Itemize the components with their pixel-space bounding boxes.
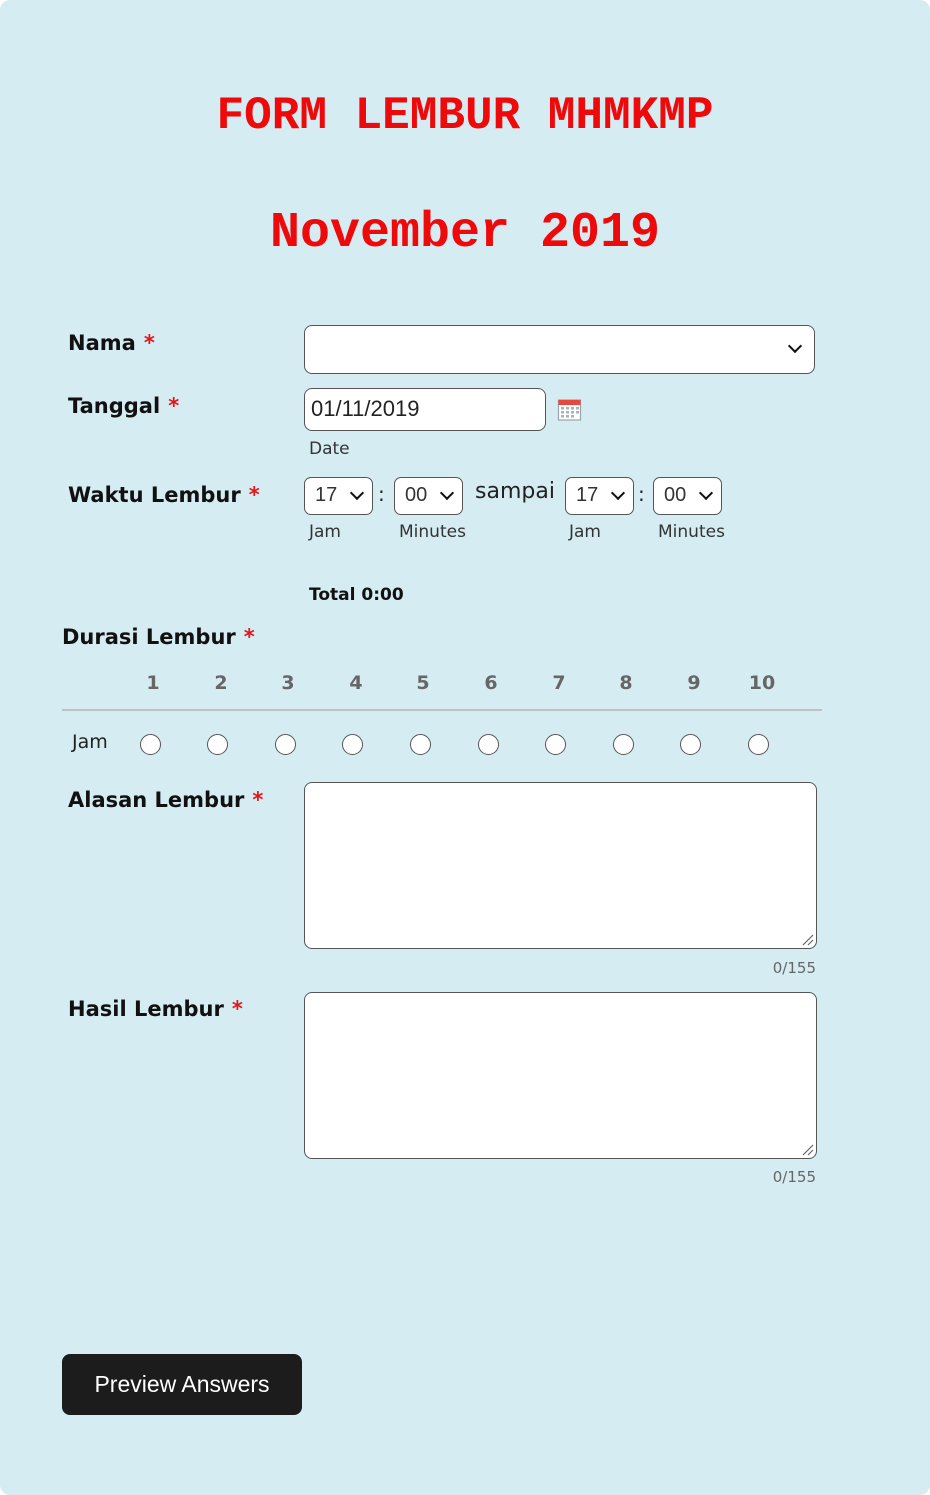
chevron-down-icon [611, 486, 625, 500]
durasi-radio-8[interactable] [613, 734, 634, 755]
durasi-radio-3[interactable] [275, 734, 296, 755]
calendar-icon[interactable] [557, 398, 582, 422]
start-minute-value: 00 [405, 484, 428, 506]
matrix-column-header: 5 [416, 672, 430, 694]
matrix-divider [62, 709, 822, 711]
durasi-radio-9[interactable] [680, 734, 701, 755]
resize-handle-icon[interactable] [800, 1142, 814, 1156]
nama-label-text: Nama [68, 331, 136, 355]
durasi-label-text: Durasi Lembur [62, 625, 236, 649]
durasi-radio-6[interactable] [478, 734, 499, 755]
durasi-radio-5[interactable] [410, 734, 431, 755]
sampai-text: sampai [475, 479, 555, 504]
end-minute-value: 00 [664, 484, 687, 506]
tanggal-label-text: Tanggal [68, 394, 161, 418]
start-hour-select[interactable] [304, 477, 373, 515]
matrix-column-header: 1 [146, 672, 160, 694]
matrix-column-header: 6 [484, 672, 498, 694]
durasi-radio-4[interactable] [342, 734, 363, 755]
tanggal-label [68, 394, 179, 418]
start-minute-sublabel: Minutes [399, 522, 466, 542]
end-minute-select[interactable] [653, 477, 722, 515]
start-minute-select[interactable] [394, 477, 463, 515]
required-mark: * [248, 483, 260, 507]
total-duration: Total 0:00 [309, 585, 404, 605]
durasi-radio-2[interactable] [207, 734, 228, 755]
date-sublabel: Date [309, 439, 350, 459]
preview-answers-button[interactable]: Preview Answers [62, 1354, 302, 1415]
required-mark: * [252, 788, 264, 812]
time-separator: : [378, 482, 385, 506]
alasan-textarea[interactable] [304, 782, 817, 949]
matrix-column-header: 9 [687, 672, 701, 694]
alasan-char-counter: 0/155 [772, 959, 816, 977]
chevron-down-icon [440, 486, 454, 500]
end-hour-select[interactable] [565, 477, 634, 515]
end-hour-sublabel: Jam [569, 522, 601, 542]
end-hour-value: 17 [576, 484, 599, 506]
matrix-column-header: 3 [281, 672, 295, 694]
durasi-radio-10[interactable] [748, 734, 769, 755]
required-mark: * [231, 997, 243, 1021]
hasil-lembur-label [68, 997, 243, 1021]
nama-label [68, 331, 155, 355]
required-mark: * [168, 394, 180, 418]
date-input[interactable]: 01/11/2019 [304, 388, 546, 431]
hasil-char-counter: 0/155 [772, 1168, 816, 1186]
nama-select[interactable] [304, 325, 815, 374]
durasi-radio-1[interactable] [140, 734, 161, 755]
required-mark: * [243, 625, 255, 649]
matrix-column-header: 2 [214, 672, 228, 694]
alasan-lembur-label [68, 788, 263, 812]
form-title: FORM LEMBUR MHMKMP [216, 90, 714, 142]
start-hour-value: 17 [315, 484, 338, 506]
hasil-textarea[interactable] [304, 992, 817, 1159]
start-hour-sublabel: Jam [309, 522, 341, 542]
durasi-radio-7[interactable] [545, 734, 566, 755]
chevron-down-icon [699, 486, 713, 500]
matrix-column-header: 10 [748, 672, 776, 694]
waktu-label-text: Waktu Lembur [68, 483, 241, 507]
time-separator: : [638, 482, 645, 506]
hasil-label-text: Hasil Lembur [68, 997, 224, 1021]
matrix-column-header: 8 [619, 672, 633, 694]
durasi-lembur-label [62, 625, 255, 649]
end-minute-sublabel: Minutes [658, 522, 725, 542]
required-mark: * [143, 331, 155, 355]
chevron-down-icon [350, 486, 364, 500]
waktu-lembur-label [68, 483, 260, 507]
matrix-row-label: Jam [72, 731, 108, 753]
matrix-column-header: 7 [552, 672, 566, 694]
alasan-label-text: Alasan Lembur [68, 788, 245, 812]
chevron-down-icon [788, 339, 802, 353]
matrix-column-header: 4 [349, 672, 363, 694]
resize-handle-icon[interactable] [800, 932, 814, 946]
form-subtitle: November 2019 [269, 205, 661, 262]
